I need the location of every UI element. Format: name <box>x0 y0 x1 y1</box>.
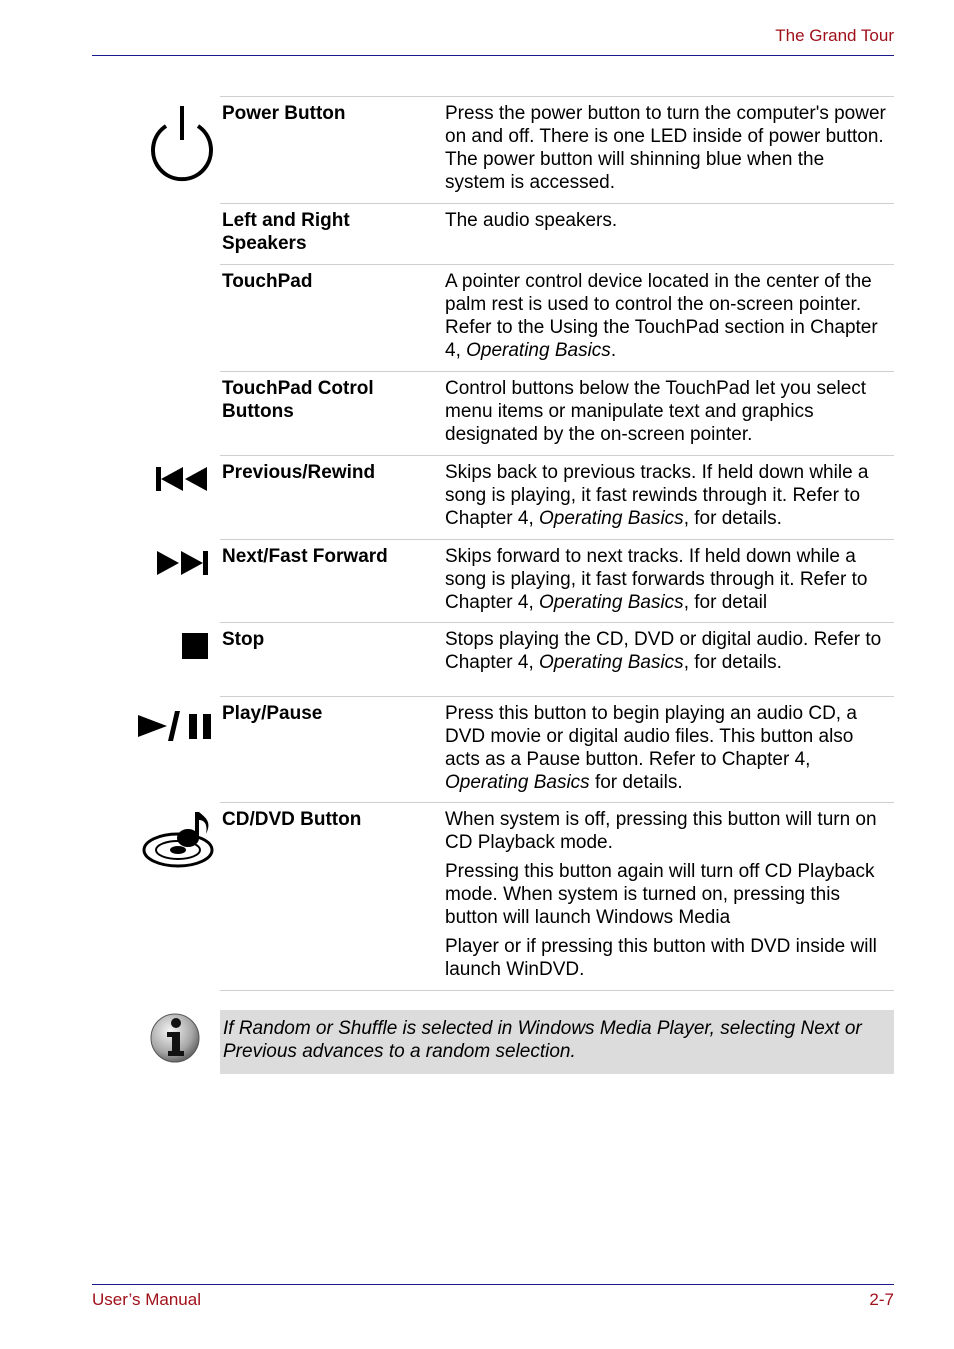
row-description: Press this button to begin playing an audio CD, a DVD movie or digital audio files. This button also acts as a Pause button. Refer to Chapter 4, Operating Basics for details. <box>445 703 857 793</box>
table-row <box>220 696 894 803</box>
row-term: Left and Right Speakers <box>222 210 350 254</box>
note-box <box>220 1010 894 1074</box>
play-pause-icon <box>137 709 217 748</box>
stop-icon <box>181 632 209 665</box>
header-title: The Grand Tour <box>775 26 894 45</box>
table-row <box>220 455 894 539</box>
row-description: A pointer control device located in the center of the palm rest is used to control the on-screen pointer. Refer to the Using the TouchPad section in Chapter 4, Operating Basics. <box>445 271 878 361</box>
row-description: Skips forward to next tracks. If held down while a song is playing, it fast forwards through it. Refer to Chapter 4, Operating Basics, for detail <box>445 546 868 613</box>
table-row <box>220 264 894 371</box>
row-description: Press the power button to turn the computer's power on and off. There is one LED inside of power button. The power button will shinning blue when the system is accessed. <box>445 103 886 193</box>
row-term: Power Button <box>222 103 346 124</box>
row-term: TouchPad <box>222 271 313 292</box>
header-divider <box>92 55 894 56</box>
cd-dvd-music-icon <box>142 808 216 875</box>
previous-rewind-icon <box>155 465 209 498</box>
footer-divider <box>92 1284 894 1285</box>
row-term: Next/Fast Forward <box>222 546 388 567</box>
row-term: TouchPad Cotrol Buttons <box>222 378 374 422</box>
note-text: If Random or Shuffle is selected in Windows Media Player, selecting Next or Previous advances to a random selection. <box>223 1018 862 1062</box>
next-fast-forward-icon <box>155 549 209 582</box>
info-icon <box>149 1012 201 1069</box>
row-term: CD/DVD Button <box>222 809 362 830</box>
row-description: Control buttons below the TouchPad let you select menu items or manipulate text and graphics designated by the on-screen pointer. <box>445 378 867 445</box>
table-row <box>220 371 894 455</box>
page-number: 2-7 <box>869 1290 894 1309</box>
row-description: Stops playing the CD, DVD or digital audio. Refer to Chapter 4, Operating Basics, for details. <box>445 629 882 673</box>
table-row <box>220 622 894 697</box>
footer-manual-label: User’s Manual <box>92 1290 201 1309</box>
row-description: The audio speakers. <box>445 210 618 231</box>
row-term: Previous/Rewind <box>222 462 376 483</box>
table-row <box>220 96 894 203</box>
row-term: Play/Pause <box>222 703 323 724</box>
row-term: Stop <box>222 629 265 650</box>
table-row <box>220 203 894 264</box>
power-icon <box>148 104 216 187</box>
table-row <box>220 539 894 623</box>
row-description: Skips back to previous tracks. If held down while a song is playing, it fast rewinds through it. Refer to Chapter 4, Operating Basics, for details. <box>445 462 869 529</box>
row-description: When system is off, pressing this button will turn on CD Playback mode. Pressing this button again will turn off CD Playback mode. When system is turned on, pressing this button will launch Windows Media Player or if pressing this button with DVD inside will launch WinDVD. <box>445 809 877 980</box>
table-bottom-rule <box>220 990 894 991</box>
table-row <box>220 802 894 991</box>
